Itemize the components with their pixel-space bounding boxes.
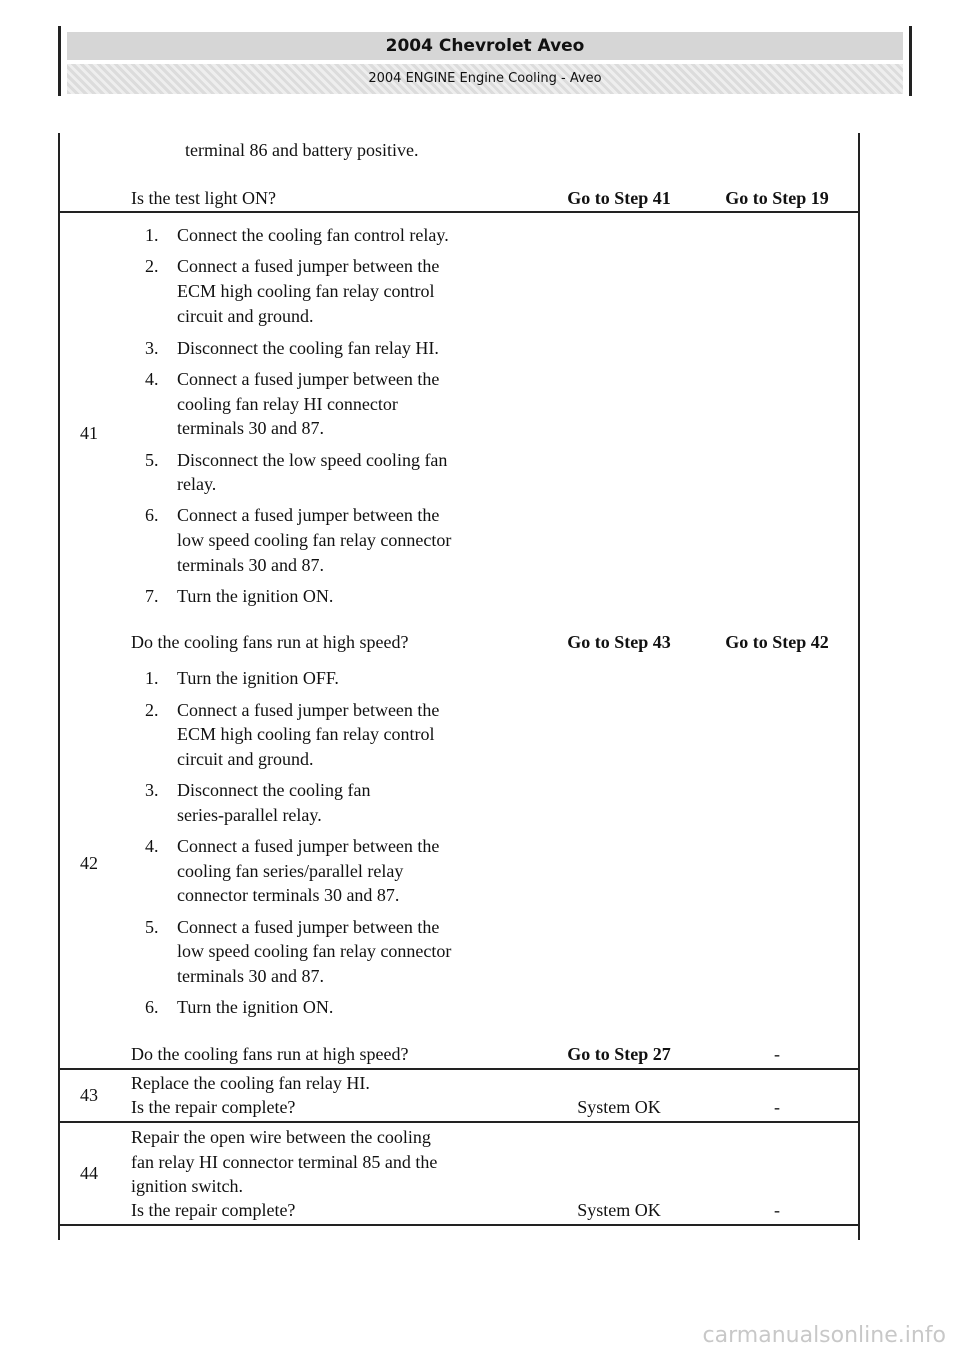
list-item-text: low speed cooling fan relay connector [177, 941, 452, 961]
step-number: 41 [80, 423, 98, 443]
list-item-text: cooling fan series/parallel relay [177, 861, 404, 881]
list-item-text: connector terminals 30 and 87. [177, 885, 400, 905]
list-item-text: Disconnect the cooling fan [177, 780, 371, 800]
list-item-number: 1. [145, 225, 159, 245]
step-number: 42 [80, 853, 98, 873]
step-question: Is the repair complete? [131, 1200, 296, 1220]
list-item-text: Connect a fused jumper between the [177, 505, 440, 525]
list-item-text: Connect a fused jumper between the [177, 700, 440, 720]
list-item-text: ECM high cooling fan relay control [177, 724, 435, 744]
list-item-text: circuit and ground. [177, 749, 314, 769]
row-divider [58, 1224, 860, 1226]
yes-action-text: System OK [577, 1097, 661, 1117]
step-number: 44 [80, 1163, 98, 1183]
list-item-number: 5. [145, 450, 159, 470]
list-item-text: terminals 30 and 87. [177, 966, 324, 986]
list-item-number: 1. [145, 668, 159, 688]
step-number: 43 [80, 1085, 98, 1105]
list-item-text: cooling fan relay HI connector [177, 394, 398, 414]
step-action-text: fan relay HI connector terminal 85 and the [131, 1152, 438, 1172]
no-action-text: - [774, 1097, 780, 1117]
step-question: Do the cooling fans run at high speed? [131, 632, 409, 652]
list-item-text: terminals 30 and 87. [177, 418, 324, 438]
list-item-text: Disconnect the low speed cooling fan [177, 450, 448, 470]
list-item-number: 2. [145, 256, 159, 276]
step-question: Do the cooling fans run at high speed? [131, 1044, 409, 1064]
list-item-number: 3. [145, 338, 159, 358]
list-item-text: Turn the ignition ON. [177, 586, 334, 606]
row-divider [58, 1068, 860, 1070]
list-item-number: 2. [145, 700, 159, 720]
list-item-text: ECM high cooling fan relay control [177, 281, 435, 301]
no-action-text: - [774, 1200, 780, 1220]
list-item-text: Connect a fused jumper between the [177, 917, 440, 937]
yes-action-link[interactable]: Go to Step 27 [567, 1044, 671, 1064]
step-question: Is the repair complete? [131, 1097, 296, 1117]
list-item-text: series-parallel relay. [177, 805, 322, 825]
yes-action-link[interactable]: Go to Step 43 [567, 632, 671, 652]
list-item-number: 6. [145, 997, 159, 1017]
page-header [58, 26, 912, 96]
list-item-number: 6. [145, 505, 159, 525]
list-item-text: Disconnect the cooling fan relay HI. [177, 338, 439, 358]
list-item-number: 5. [145, 917, 159, 937]
watermark: carmanualsonline.info [702, 1323, 946, 1348]
step-question: Is the test light ON? [131, 188, 276, 208]
list-item-text: low speed cooling fan relay connector [177, 530, 452, 550]
row-divider [58, 211, 860, 213]
list-item-number: 3. [145, 780, 159, 800]
list-item-text: circuit and ground. [177, 306, 314, 326]
no-action-text: - [774, 1044, 780, 1064]
list-item-text: Connect a fused jumper between the [177, 256, 440, 276]
list-item-text: Turn the ignition OFF. [177, 668, 339, 688]
table-left-border [58, 133, 60, 1240]
list-item-number: 4. [145, 836, 159, 856]
document-subtitle: 2004 ENGINE Engine Cooling - Aveo [67, 64, 903, 94]
step-action-text: Replace the cooling fan relay HI. [131, 1073, 370, 1093]
document-title: 2004 Chevrolet Aveo [67, 32, 903, 60]
list-item-number: 4. [145, 369, 159, 389]
list-item-text: relay. [177, 474, 217, 494]
step-action-text: Repair the open wire between the cooling [131, 1127, 431, 1147]
list-item-number: 7. [145, 586, 159, 606]
no-action-link[interactable]: Go to Step 42 [725, 632, 829, 652]
list-item-text: Turn the ignition ON. [177, 997, 334, 1017]
list-item-text: Connect a fused jumper between the [177, 369, 440, 389]
step-action-text: ignition switch. [131, 1176, 243, 1196]
list-item-text: Connect the cooling fan control relay. [177, 225, 449, 245]
list-item-text: terminals 30 and 87. [177, 555, 324, 575]
row-divider [58, 1121, 860, 1123]
no-action-link[interactable]: Go to Step 19 [725, 188, 829, 208]
continued-step-text: terminal 86 and battery positive. [185, 140, 419, 160]
list-item-text: Connect a fused jumper between the [177, 836, 440, 856]
yes-action-link[interactable]: Go to Step 41 [567, 188, 671, 208]
yes-action-text: System OK [577, 1200, 661, 1220]
table-right-border [858, 133, 860, 1240]
